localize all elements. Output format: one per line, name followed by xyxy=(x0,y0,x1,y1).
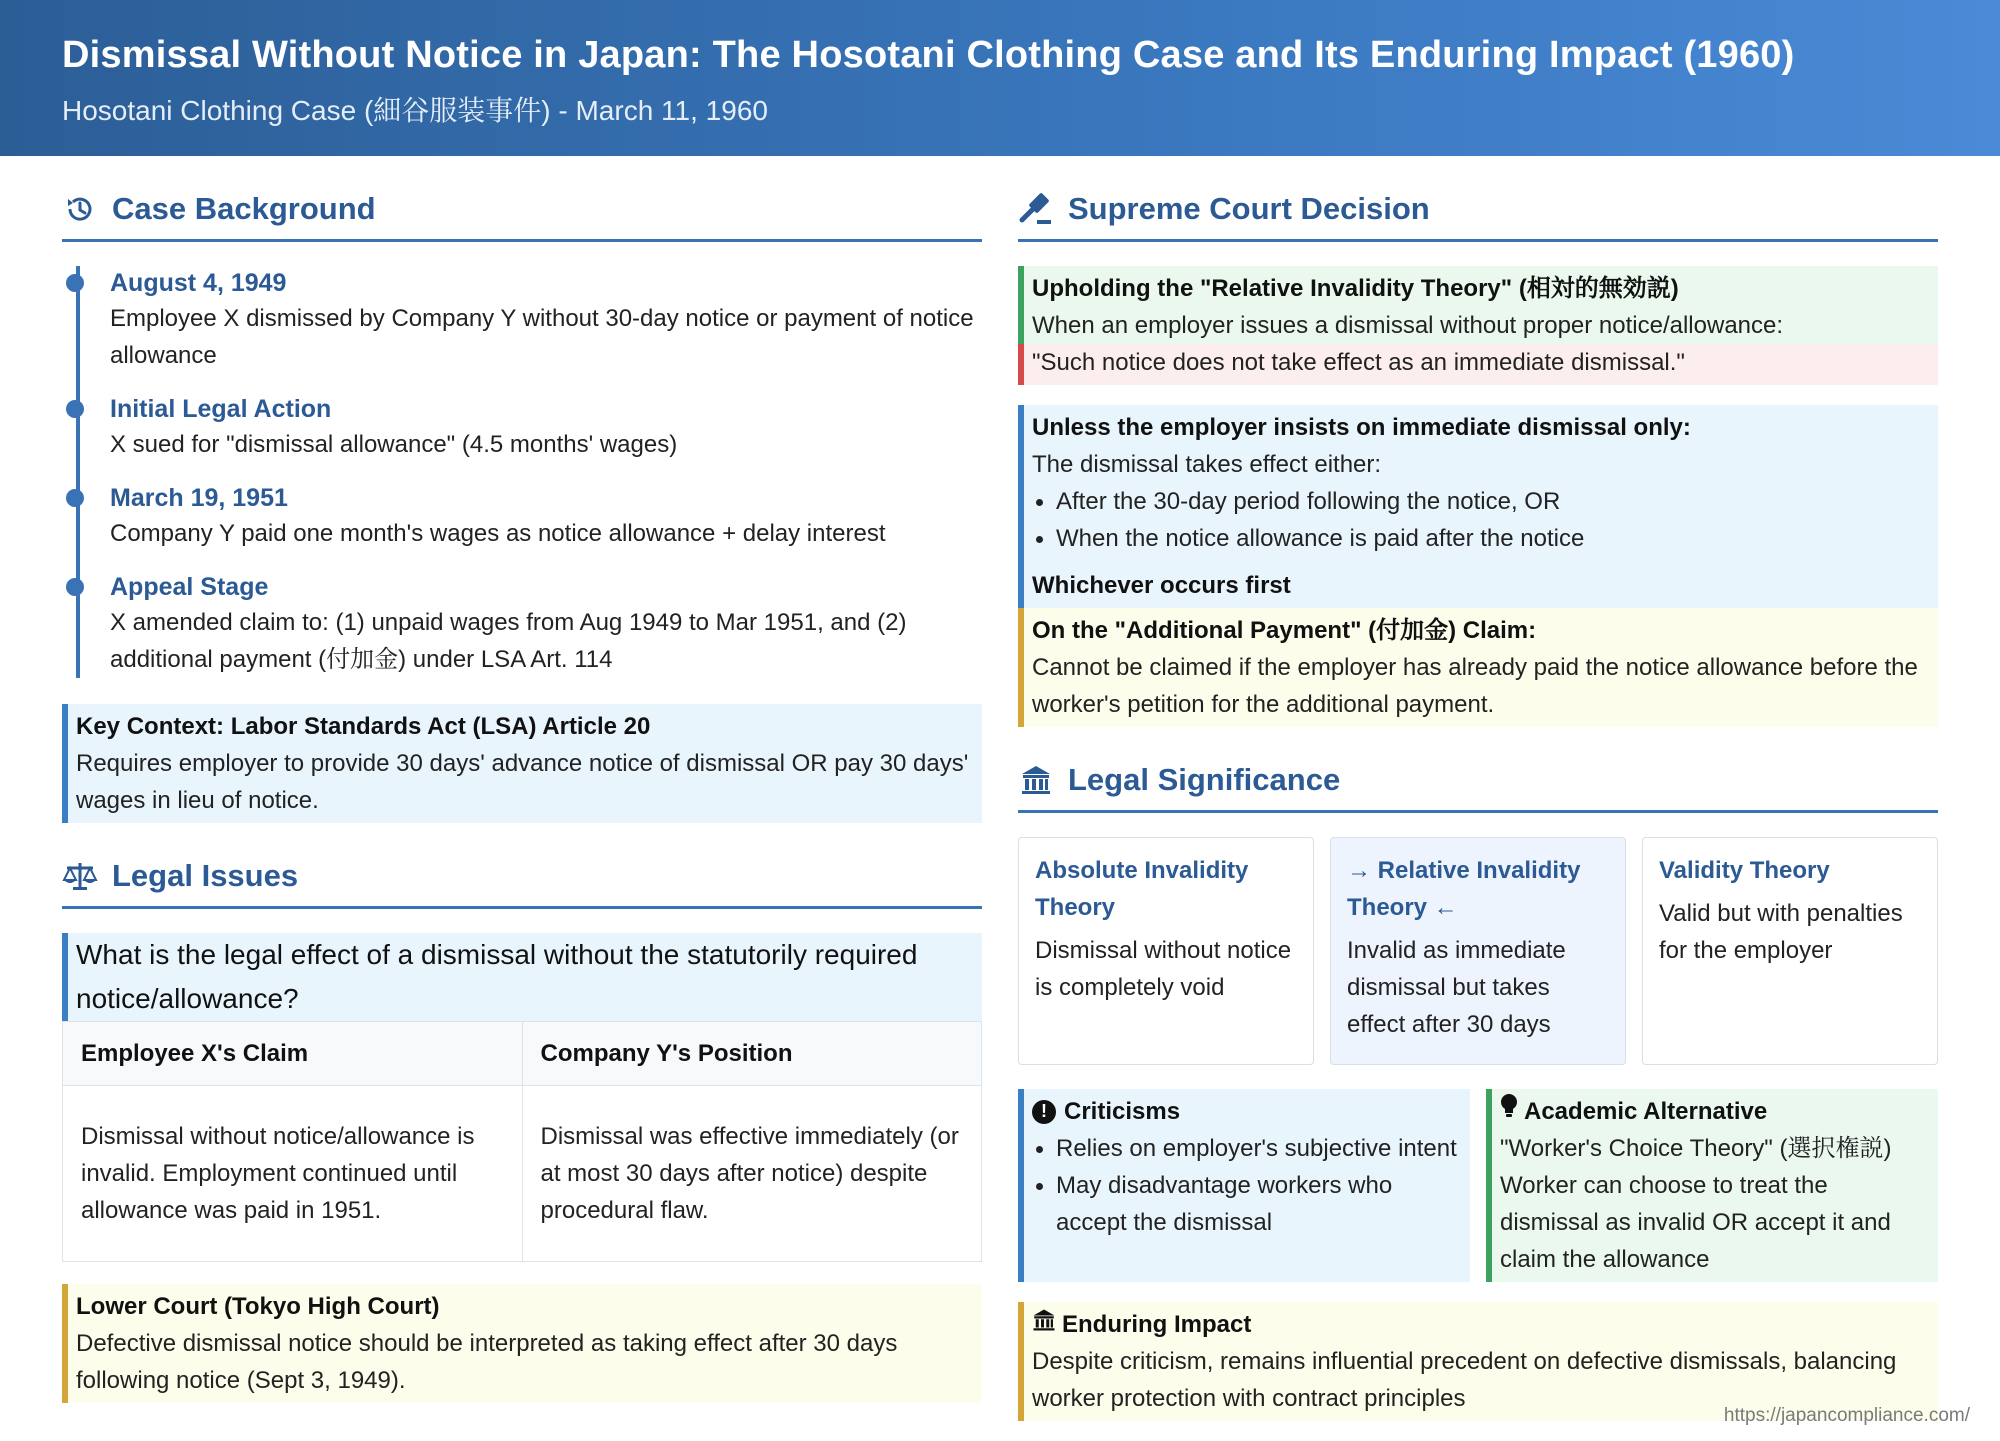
section-title: Supreme Court Decision xyxy=(1068,190,1430,226)
enduring-impact-box xyxy=(1018,1302,1938,1421)
timeline-item xyxy=(110,570,982,678)
exclamation-icon: ! xyxy=(1032,1100,1056,1124)
list-item: After the 30-day period following the notice, OR xyxy=(1032,483,1930,520)
lower-court-box xyxy=(62,1284,982,1403)
additional-payment-box xyxy=(1018,608,1938,727)
lower-court-title: Lower Court (Tokyo High Court) xyxy=(76,1293,440,1320)
uphold-text: When an employer issues a dismissal without proper notice/allowance: xyxy=(1032,312,1784,339)
list-item: May disadvantage workers who accept the dismissal xyxy=(1032,1167,1462,1241)
gavel-icon xyxy=(1018,191,1054,227)
timeline-date: Initial Legal Action xyxy=(110,395,332,423)
timeline-date: August 4, 1949 xyxy=(110,269,287,297)
scales-icon xyxy=(62,858,98,894)
claims-table xyxy=(62,1021,982,1262)
footer-url[interactable]: https://japancompliance.com/ xyxy=(1723,1405,1970,1426)
page-subtitle: Hosotani Clothing Case (細谷服装事件) - March 11, 1960 xyxy=(62,95,768,126)
section-title: Legal Issues xyxy=(112,857,299,893)
unless-text: The dismissal takes effect either: xyxy=(1032,451,1382,478)
list-item: Relies on employer's subjective intent xyxy=(1032,1130,1462,1167)
impact-text: Despite criticism, remains influential precedent on defective dismissals, balancing worker protection with contract principles xyxy=(1032,1348,1897,1412)
timeline-text: Employee X dismissed by Company Y without 30-day notice or payment of notice allowance xyxy=(110,305,974,369)
unless-conclusion: Whichever occurs first xyxy=(1032,572,1291,599)
lightbulb-icon xyxy=(1500,1093,1518,1130)
table-header-row xyxy=(63,1022,982,1086)
section-supreme-court-decision xyxy=(1018,156,1938,242)
timeline-date: March 19, 1951 xyxy=(110,484,288,512)
section-legal-significance xyxy=(1018,727,1938,813)
history-icon xyxy=(62,191,98,227)
table-row xyxy=(63,1086,982,1262)
key-context-title: Key Context: Labor Standards Act (LSA) Article 20 xyxy=(76,713,651,740)
timeline-date: Appeal Stage xyxy=(110,573,269,601)
theory-card-highlighted xyxy=(1330,837,1626,1065)
timeline-dot xyxy=(66,489,84,507)
additional-payment-text: Cannot be claimed if the employer has already paid the notice allowance before the worker's petition for the additional payment. xyxy=(1032,654,1918,718)
timeline-text: X amended claim to: (1) unpaid wages from Aug 1949 to Mar 1951, and (2) additional payment (付加金) under LSA Art. 114 xyxy=(110,609,907,673)
academic-text: Worker can choose to treat the dismissal as invalid OR accept it and claim the allowance xyxy=(1500,1172,1891,1273)
academic-title: Academic Alternative xyxy=(1524,1098,1768,1125)
timeline-text: Company Y paid one month's wages as notice allowance + delay interest xyxy=(110,520,886,547)
theory-card xyxy=(1642,837,1938,1065)
table-header-cell: Company Y's Position xyxy=(522,1022,982,1086)
key-context-text: Requires employer to provide 30 days' advance notice of dismissal OR pay 30 days' wages in lieu of notice. xyxy=(76,750,969,814)
section-case-background xyxy=(62,156,982,242)
uphold-title: Upholding the "Relative Invalidity Theory" (相対的無効説) xyxy=(1032,275,1679,302)
unless-list xyxy=(1032,483,1930,557)
right-column xyxy=(1018,156,1938,1421)
theory-card-title: Absolute Invalidity Theory xyxy=(1035,857,1249,921)
legal-question: What is the legal effect of a dismissal without the statutorily required notice/allowance? xyxy=(62,933,982,1021)
list-item: When the notice allowance is paid after the notice xyxy=(1032,520,1930,557)
timeline-dot xyxy=(66,274,84,292)
criticism-alternative-row xyxy=(1018,1089,1938,1282)
left-column xyxy=(62,156,982,1403)
timeline-item xyxy=(110,481,982,552)
uphold-quote: "Such notice does not take effect as an immediate dismissal." xyxy=(1018,344,1938,385)
table-cell: Dismissal without notice/allowance is invalid. Employment continued until allowance was paid in 1951. xyxy=(63,1086,523,1262)
timeline-dot xyxy=(66,400,84,418)
theory-card xyxy=(1018,837,1314,1065)
criticisms-list xyxy=(1032,1130,1462,1241)
page-header xyxy=(0,0,2000,156)
table-cell: Dismissal was effective immediately (or at most 30 days after notice) despite procedural flaw. xyxy=(522,1086,982,1262)
lower-court-text: Defective dismissal notice should be interpreted as taking effect after 30 days following notice (Sept 3, 1949). xyxy=(76,1330,898,1394)
academic-alternative-box xyxy=(1486,1089,1938,1282)
unless-title: Unless the employer insists on immediate dismissal only: xyxy=(1032,414,1691,441)
section-legal-issues xyxy=(62,823,982,909)
academic-subtitle: "Worker's Choice Theory" (選択権説) xyxy=(1500,1135,1892,1162)
timeline-item xyxy=(110,266,982,374)
uphold-box xyxy=(1018,266,1938,344)
theory-cards xyxy=(1018,837,1938,1065)
section-title: Case Background xyxy=(112,190,376,226)
timeline-item xyxy=(110,392,982,463)
theory-card-text: Valid but with penalties for the employer xyxy=(1659,900,1903,964)
theory-card-title: → Relative Invalidity Theory ← xyxy=(1347,857,1581,921)
theory-card-title: Validity Theory xyxy=(1659,857,1830,884)
unless-box xyxy=(1018,405,1938,608)
criticisms-title: Criticisms xyxy=(1064,1098,1181,1125)
theory-card-text: Dismissal without notice is completely void xyxy=(1035,937,1292,1001)
page-title: Dismissal Without Notice in Japan: The Hosotani Clothing Case and Its Enduring Impact (1960) xyxy=(62,34,1795,76)
theory-card-text: Invalid as immediate dismissal but takes effect after 30 days xyxy=(1347,937,1566,1038)
timeline xyxy=(76,266,982,678)
additional-payment-title: On the "Additional Payment" (付加金) Claim: xyxy=(1032,617,1537,644)
timeline-dot xyxy=(66,578,84,596)
criticisms-box xyxy=(1018,1089,1470,1282)
impact-title: Enduring Impact xyxy=(1062,1311,1252,1338)
timeline-text: X sued for "dismissal allowance" (4.5 months' wages) xyxy=(110,431,678,458)
bank-icon xyxy=(1032,1306,1056,1343)
section-title: Legal Significance xyxy=(1068,761,1341,797)
key-context-box xyxy=(62,704,982,823)
bank-icon xyxy=(1018,762,1054,798)
table-header-cell: Employee X's Claim xyxy=(63,1022,523,1086)
